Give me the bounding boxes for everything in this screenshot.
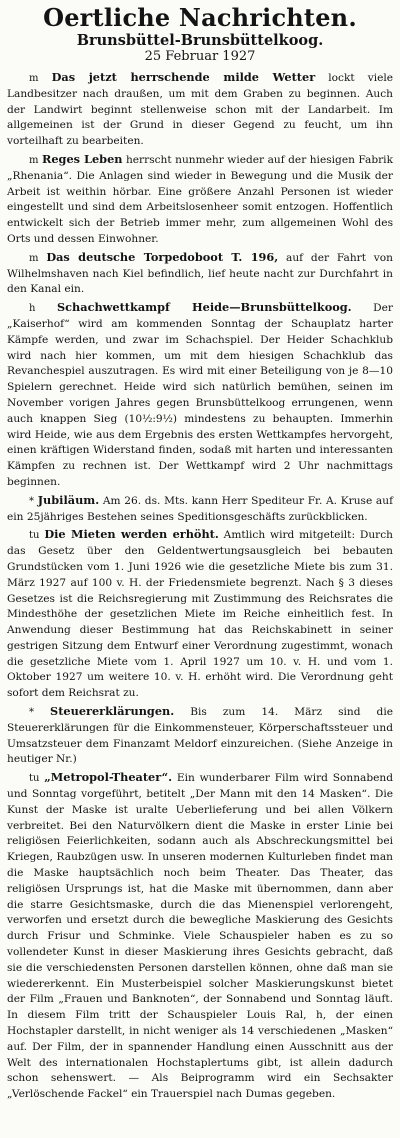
article-headline: Das deutsche Torpedoboot T. 196, (46, 249, 279, 264)
article-symbol: m (29, 154, 39, 166)
article-symbol: * (29, 495, 34, 507)
article-headline: Schachwettkampf Heide—Brunsbüttelkoog. (57, 300, 352, 315)
article-symbol: m (29, 252, 39, 264)
article-jubilee (7, 493, 393, 526)
article-weather (7, 70, 393, 150)
article-body: lockt viele Landbesitzer nach draußen, um mit dem Graben zu beginnen. Auch der Landwirt beginnt stellenweise schon mit der Landarbeit. Im allgemeinen ist der Grund in dieser Gegend zu feucht, um ihn vorteilhaft zu bearbeiten. (7, 72, 394, 148)
article-body: herrscht nunmehr wieder auf der hiesigen Fabrik „Rhenania“. Die Anlagen sind wieder in Bewegung und die Musik der Arbeit ist weithin hörbar. Eine größere Anzahl Personen ist wieder eingestellt und sind dem Arbeitslosenheer somit entzogen. Hoffentlich entwickelt sich der Betrieb immer mehr, zum allgemeinen Wohl des Orts und dessen Einwohner. (7, 153, 393, 245)
article-body: Der „Kaiserhof“ wird am kommenden Sonntag der Schauplatz harter Kämpfe werden, und zwar im Schachspiel. Der Heider Schachklub wird nach hier kommen, um mit dem hiesigen Schachklub das Revanchespiel auszutragen. Es wird mit einer Beteiligung von je 8—10 Spielern gerechnet. Heide wird sich natürlich bemühen, seinen im November vorigen Jahres gegen Brunsbüttelkoog errungenen, wenn auch knappen Sieg (10½:9½) mindestens zu behaupten. Immerhin wird Heide, wie aus dem Ergebnis des ersten Wettkampfes hervorgeht, einen kräftigen Widerstand finden, sodaß mit harten und interessanten Kämpfen zu rechnen ist. Der Wettkampf wird 2 Uhr nachmittags beginnen. (7, 302, 393, 488)
article-body: auf der Fahrt von Wilhelmshaven nach Kiel befindlich, lief heute nacht zur Durchfahrt in den Kanal ein. (7, 251, 393, 296)
article-theater (7, 770, 393, 1103)
article-headline: Reges Leben (41, 151, 123, 166)
article-symbol: h (29, 303, 36, 315)
article-body: Am 26. ds. Mts. kann Herr Spediteur Fr. A. Kruse auf ein 25jähriges Bestehen seines Speditionsgeschäfts zurückblicken. (7, 494, 393, 523)
article-body: Bis zum 14. März sind die Steuererklärungen für die Einkommensteuer, Körperschaftssteuer und Umsatzsteuer dem Finanzamt Meldorf einzureichen. (Siehe Anzeige in heutiger Nr.) (7, 706, 393, 766)
article-taxes (7, 704, 393, 768)
section-subtitle: Brunsbüttel-Brunsbüttelkoog. (76, 32, 324, 49)
article-symbol: m (29, 73, 39, 84)
article-body: Amtlich wird mitgeteilt: Durch das Gesetz über den Geldentwertungsausgleich bei bebauten Grundstücken vom 1. Juni 1926 wie die gesetzliche Miete bis zum 31. März 1927 auf 100 v. H. der Friedensmiete begrenzt. Nach § 3 dieses Gesetzes ist die Reichsregierung mit Zustimmung des Reichsrates die Mindesthöhe der gesetzlichen Miete im Reiche einheitlich fest. In Anwendung dieser Bestimmung hat das Reichskabinett in seiner gestrigen Sitzung dem Entwurf einer Verordnung zugestimmt, wonach die gesetzliche Miete vom 1. April 1927 um 10. v. H. und vom 1. Oktober 1927 um weitere 10. v. H. erhöht wird. Die Verordnung geht sofort dem Reichsrat zu. (7, 529, 393, 700)
article-headline: Jubiläum. (37, 492, 100, 507)
article-chess (7, 300, 393, 491)
article-symbol: tu (29, 773, 40, 785)
article-body: Ein wunderbarer Film wird Sonnabend und Sonntag vorgeführt, betitelt „Der Mann mit den 14 Masken“. Die Kunst der Maske ist uralte Ueberlieferung und bei allen Völkern verbreitet. Bei den Naturvölkern dient die Maske in erster Linie bei religiösen Feierlichkeiten, sodann auch als Abschreckungsmittel bei Kriegen, Raubzügen usw. In unseren modernen Kulturleben findet man die Maske hauptsächlich noch beim Theater. Das Theater, das religiösen Ursprungs ist, hat die Maske mit übernommen, dann aber die starre Gesichtsmaske, durch die das Mienenspiel verlorengeht, verworfen und ersetzt durch die bewegliche Maskierung des Gesichts durch Frisur und Schminke. Viele Schauspieler haben es zu so vollendeter Kunst in dieser Maskierung ihres Gesichts gebracht, daß sie die verschiedensten Personen darstellen können, ohne daß man sie wiedererkennt. Ein Musterbeispiel solcher Maskierungskunst bietet der Film „Frauen und Banknoten“, der Sonnabend und Sonntag läuft. In diesem Film tritt der Schauspieler Louis Ral, h, der einen Hochstapler darstellt, in nicht weniger als 14 verschiedenen „Masken“ auf. Der Film, der in spannender Handlung einen Ausschnitt aus der Welt des internationalen Hochstaplertums gibt, ist allein dadurch schon sehenswert. — Als Beiprogramm wird ein Sechsakter „Verlöschende Fackel“ ein Trauerspiel nach Dumas gegeben. (7, 772, 393, 1101)
article-symbol: * (29, 707, 34, 719)
article-torpedoboat (7, 250, 393, 298)
article-rents (7, 527, 393, 702)
article-headline: „Metropol-Theater“. (44, 770, 173, 785)
article-factory (7, 152, 393, 248)
article-headline: Das jetzt herrschende milde Wetter (51, 70, 316, 84)
page-title: Oertliche Nachrichten. (43, 3, 357, 32)
article-headline: Steuererklärungen. (50, 704, 175, 719)
article-headline: Die Mieten werden erhöht. (44, 527, 219, 542)
issue-date: 25 Februar 1927 (144, 49, 256, 64)
article-symbol: tu (29, 530, 40, 542)
